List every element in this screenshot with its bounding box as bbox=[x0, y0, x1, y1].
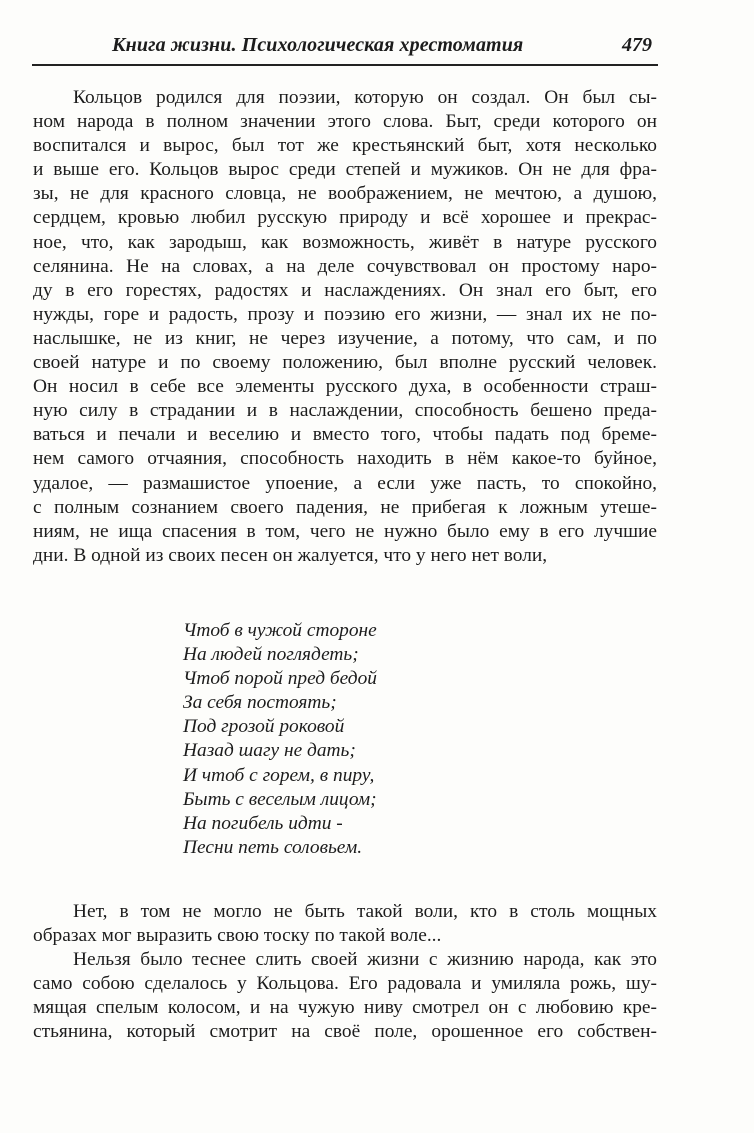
book-title: Книга жизни. Психологическая хрестоматия bbox=[112, 34, 524, 56]
text-line: Нельзя было теснее слить своей жизни с жизнию народа, как это bbox=[73, 949, 657, 971]
paragraph-1 bbox=[33, 86, 657, 568]
text-line: ду в его горестях, радостях и наслаждениях. Он знал его быт, его bbox=[33, 279, 657, 301]
poem-line: Чтоб в чужой стороне bbox=[183, 620, 377, 641]
poem-line: За себя постоять; bbox=[183, 692, 337, 714]
text-line: с полным сознанием своего падения, не прибегая к ложным утеше- bbox=[33, 496, 657, 518]
text-line: сердцем, кровью любил русскую природу и всё хорошее и прекрас- bbox=[33, 207, 657, 229]
text-line: и выше его. Кольцов вырос среди степей и мужиков. Он не для фра- bbox=[33, 159, 657, 181]
text-line: образах мог выразить свою тоску по такой воле... bbox=[33, 925, 442, 947]
text-line: ную силу в страдании и в наслаждении, способность бешено преда- bbox=[33, 400, 657, 422]
text-line: само собою сделалось у Кольцова. Его радовала и умиляла рожь, шу- bbox=[33, 973, 657, 995]
text-line: Кольцов родился для поэзии, которую он создал. Он был сы- bbox=[73, 87, 657, 108]
page-number: 479 bbox=[622, 34, 652, 56]
text-line: дни. В одной из своих песен он жалуется, что у него нет воли, bbox=[33, 544, 548, 566]
text-line: Он носил в себе все элементы русского духа, в особенности страш- bbox=[33, 376, 657, 398]
text-line: ниям, не ища спасения в том, чего не нужно было ему в его лучшие bbox=[33, 520, 657, 542]
text-line: ном народа в полном значении этого слова. Быт, среди которого он bbox=[33, 111, 657, 133]
poem-line: На людей поглядеть; bbox=[183, 644, 359, 666]
running-header bbox=[32, 34, 658, 66]
paragraph-2-3 bbox=[33, 900, 657, 1045]
poem-line: Быть с веселым лицом; bbox=[183, 788, 377, 810]
text-line: ваться и печали и веселию и вместо того, чтобы падать под бреме- bbox=[33, 424, 657, 446]
text-line: нем самого отчаяния, способность находить в нём какое-то буйное, bbox=[33, 448, 657, 470]
poem-line: На погибель идти - bbox=[183, 812, 343, 834]
text-line: мящая спелым колосом, и на чужую ниву смотрел он с любовию кре- bbox=[33, 997, 657, 1019]
text-line: удалое, — размашистое упоение, а если уже пасть, то спокойно, bbox=[33, 472, 657, 494]
poem-line: Под грозой роковой bbox=[183, 716, 345, 738]
poem-line: Чтоб порой пред бедой bbox=[183, 668, 377, 690]
text-line: Нет, в том не могло не быть такой воли, кто в столь мощных bbox=[73, 901, 657, 922]
text-line: ное, что, как зародыш, как возможность, живёт в натуре русского bbox=[33, 231, 657, 253]
poem-line: Назад шагу не дать; bbox=[183, 740, 356, 762]
text-line: воспитался и вырос, был тот же крестьянский быт, хотя несколько bbox=[33, 135, 657, 157]
text-line: своей натуре и по своему положению, был вполне русский человек. bbox=[33, 352, 657, 374]
poem-line: И чтоб с горем, в пиру, bbox=[183, 764, 375, 786]
text-line: зы, не для красного словца, не воображением, не мечтою, а душою, bbox=[33, 183, 657, 205]
text-line: стьянина, который смотрит на своё поле, орошенное его собствен- bbox=[33, 1021, 657, 1043]
text-line: наслышке, не из книг, не через изучение, а потому, что сам, и по bbox=[33, 327, 657, 349]
poem-line: Песни петь соловьем. bbox=[183, 836, 363, 858]
poem-quote bbox=[183, 619, 377, 860]
text-line: нужды, горе и радость, прозу и поэзию его жизни, — знал их не по- bbox=[33, 303, 657, 325]
text-line: селянина. Не на словах, а на деле сочувствовал он простому наро- bbox=[33, 255, 657, 277]
